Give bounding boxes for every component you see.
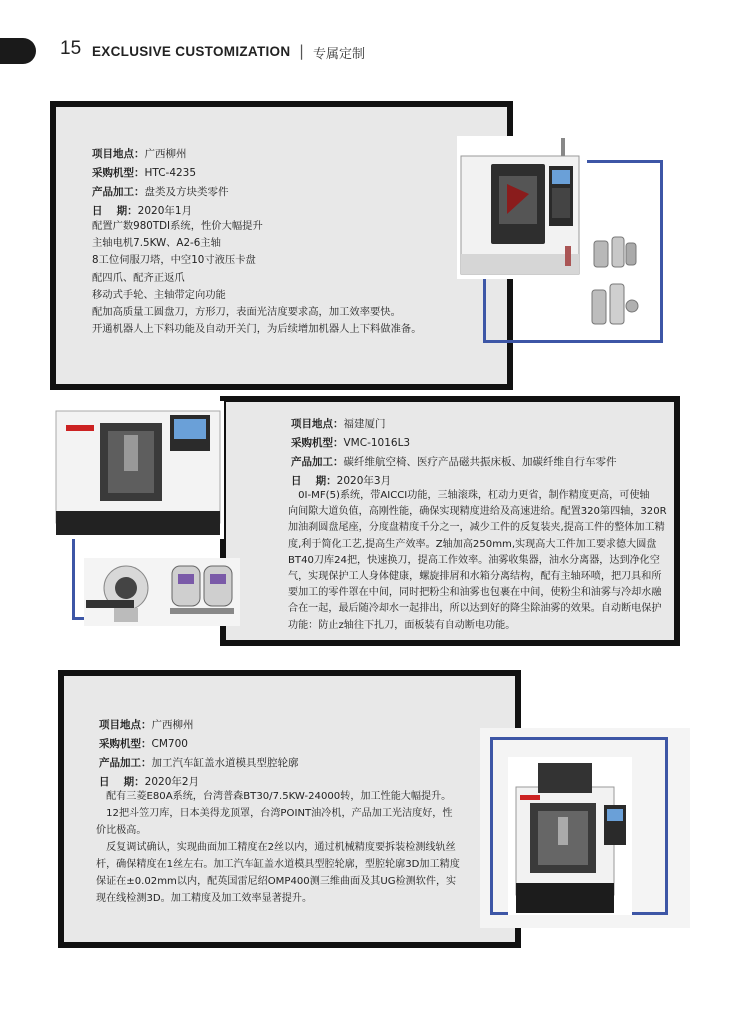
- model-row: 采购机型：CM700: [99, 738, 188, 750]
- page-tab-marker: [0, 38, 36, 64]
- product-row: 产品加工：盘类及方块类零件: [92, 186, 229, 198]
- location-row: 项目地点：广西柳州: [99, 719, 194, 731]
- part-image-1: [588, 231, 640, 275]
- model-row: 采购机型：HTC-4235: [92, 167, 197, 179]
- section-title-en: EXCLUSIVE CUSTOMIZATION: [92, 44, 291, 59]
- product-row: 产品加工：碳纤维航空椅、医疗产品磁共振床板、加碳纤维自行车零件: [291, 456, 617, 468]
- date-row: 日 期：2020年2月: [99, 776, 200, 788]
- cm700-machine-image: [508, 757, 632, 915]
- vmc-machine-image: [52, 401, 224, 539]
- product-row: 产品加工：加工汽车缸盖水道模具型腔轮廓: [99, 757, 299, 769]
- case-3-description: 配有三菱E80A系统，台湾普森BT30/7.5KW-24000转，加工性能大幅提升。 12把斗笠刀库，日本美得龙顶罩，台湾POINT油冷机，产品加工光洁度好，性 价比极高。 反复调试确认，实现曲面加工精度在2丝以内，通过机械精度要拆装检测线轨丝 杆，确保精度在1丝左右。加工汽车缸盖水道模具型腔轮廓，型腔轮廓3D加工精度 保证在±0.02mm以内，配英国雷尼绍OMP400测三维曲面及其UG检测软件，实 现在线检测3D。加工精度及加工效率显著提升。: [96, 791, 460, 904]
- section-title-zh: 专属定制: [313, 47, 366, 62]
- part-image-2: [588, 280, 640, 330]
- header-separator: |: [299, 42, 305, 60]
- mri-product-image: [84, 558, 164, 626]
- model-row: 采购机型：VMC-1016L3: [291, 437, 411, 449]
- lathe-machine-image: [457, 136, 587, 279]
- case-2-info: [291, 415, 617, 491]
- location-row: 项目地点：广西柳州: [92, 148, 187, 160]
- date-row: 日 期：2020年3月: [291, 475, 392, 487]
- location-row: 项目地点：福建厦门: [291, 418, 386, 430]
- date-row: 日 期：2020年1月: [92, 205, 193, 217]
- page-number: 15: [60, 38, 82, 59]
- seat-product-image: [164, 558, 240, 626]
- case-1-description: 配置广数980TDI系统，性价大幅提升 主轴电机7.5KW、A2-6主轴 8工位伺服刀塔，中空10寸液压卡盘 配四爪、配齐正返爪 移动式手轮、主轴带定向功能 配加高质量工圆盘刀，方形刀，表面光洁度要求高，加工效率要快。 开通机器人上下料功能及自动开关门，为后续增加机器人上下料做准备。: [92, 220, 422, 336]
- case-1-info: [92, 145, 229, 221]
- case-3-info: [99, 716, 299, 792]
- case-2-description: 0I-MF(5)系统，带AICCI功能，三轴滚珠，杠动力更省，制作精度更高，可使轴 向间隙大道负值，高刚性能，确保实现精度进给及高速进给。配置320第四轴，320R 加油刹圆盘尾座，分度盘精度千分之一，减少工件的反复装夹,提高工件的整体加工精 度,利于简化工艺,提高生产效率。Z轴加高250mm,实现高大工件加工要求德大圆盘 BT40刀库24把，快速换刀，提高工作效率。油雾收集器，油水分离器，达到净化空 气，实现保护工人身体健康，螺旋排屑和水箱分离结构，配有主轴环喷，把刀具和所 要加工的零件罩在中间，同时把粉尘和油雾也包裹在中间，使粉尘和油雾与冷却水融 合在一起，最后随冷却水一起排出，所以达到好的降尘除油雾的效果。自动断电保护 功能：防止z轴往下扎刀，面板装有自动断电功能。: [288, 490, 667, 631]
